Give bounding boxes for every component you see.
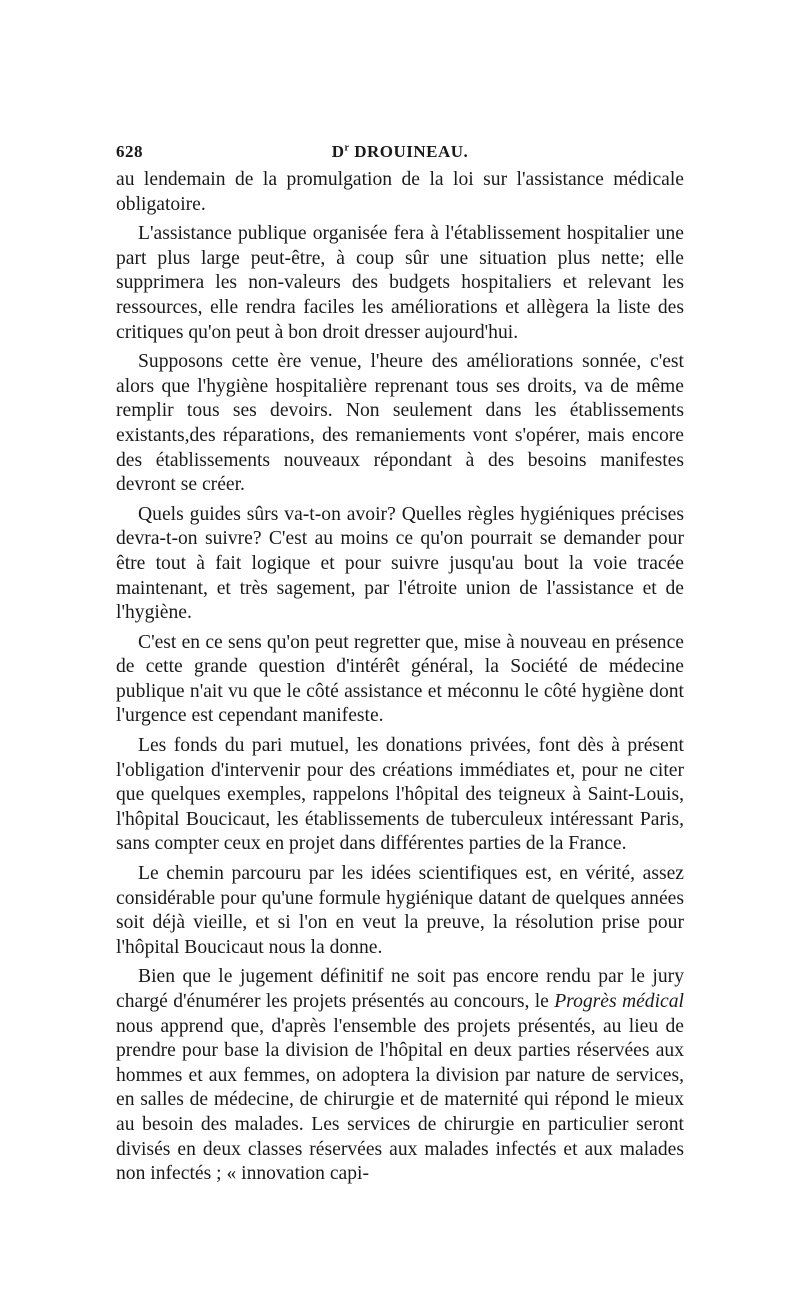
body-text <box>116 168 684 1187</box>
paragraph: C'est en ce sens qu'on peut regretter que, mise à nouveau en présence de cette grande question d'intérêt général, la Société de médecine publique n'ait vu que le côté assistance et méconnu le côté hygiène dont l'urgence est cependant manifeste. <box>116 631 684 727</box>
book-page <box>116 142 684 1187</box>
author-prefix: D <box>331 142 345 161</box>
paragraph-continued: au lendemain de la promulgation de la loi sur l'assistance médicale obligatoire. <box>116 169 684 215</box>
paragraph: Supposons cette ère venue, l'heure des améliorations sonnée, c'est alors que l'hygiène hospitalière reprenant tous ses droits, va de même remplir tous ses devoirs. Non seulement dans les établissements existants,des réparations, des remaniements vont s'opérer, mais encore des établissements nouveaux répondant à des besoins manifestes devront se créer. <box>116 351 684 496</box>
paragraph-text: nous apprend que, d'après l'ensemble des projets présentés, au lieu de prendre pour base la division de l'hôpital en deux parties réservées aux hommes et aux femmes, on adoptera la division par nature de services, en salles de médecine, de chirurgie et de maternité qui répond le mieux au besoin des malades. Les services de chirurgie en particulier seront divisés en deux classes réservées aux malades infectés et aux malades non infectés ; « innovation capi- <box>116 1015 684 1185</box>
running-header <box>116 142 684 168</box>
paragraph: Les fonds du pari mutuel, les donations privées, font dès à présent l'obligation d'intervenir pour des créations immédiates et, pour ne citer que quelques exemples, rappelons l'hôpital des teigneux à Saint-Louis, l'hôpital Boucicaut, les établissements de tuberculeux intéressant Paris, sans compter ceux en projet dans différentes parties de la France. <box>116 735 684 855</box>
paragraph: Le chemin parcouru par les idées scientifiques est, en vérité, assez considérable pour qu'une formule hygiénique datant de quelques années soit déjà vieille, et si l'on en veut la preuve, la résolution prise pour l'hôpital Boucicaut nous la donne. <box>116 863 684 958</box>
paragraph: Quels guides sûrs va-t-on avoir? Quelles règles hygiéniques précises devra-t-on suivre? C'est au moins ce qu'on pourrait se demander pour être tout à fait logique et pour suivre jusqu'au bout la voie tracée maintenant, et très sagement, par l'étroite union de l'assistance et de l'hygiène. <box>116 503 684 624</box>
paragraph-last <box>116 965 684 1186</box>
paragraph: L'assistance publique organisée fera à l'établissement hospitalier une part plus large peut-être, à coup sûr une situation plus nette; elle supprimera les non-valeurs des budgets hospitaliers et relevant les ressources, elle rendra faciles les améliorations et allègera la liste des critiques qu'on peut à bon droit dresser aujourd'hui. <box>116 223 684 343</box>
page-number: 628 <box>116 142 143 161</box>
author-heading <box>116 142 684 162</box>
journal-title: Progrès médical <box>554 991 684 1012</box>
author-title-suffix: r <box>344 142 350 154</box>
author-name: DROUINEAU. <box>349 142 469 161</box>
paragraph-text: Bien que le jugement définitif ne soit pas encore rendu par le jury chargé d'énumérer les projets présentés au concours, le <box>116 966 684 1012</box>
